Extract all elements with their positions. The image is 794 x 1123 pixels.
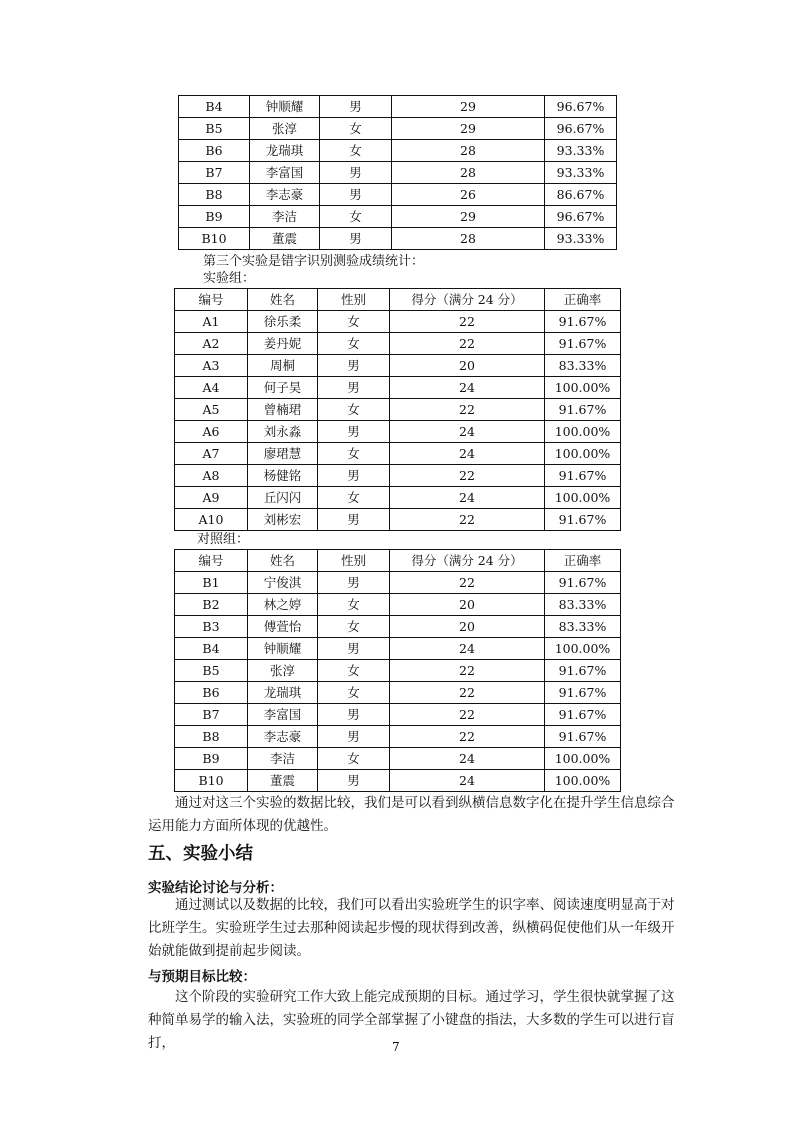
table-cell: 男: [318, 355, 390, 377]
table-cell: 编号: [175, 550, 248, 572]
table-cell: 93.33%: [545, 228, 617, 250]
table-cell: 93.33%: [545, 162, 617, 184]
table-cell: 96.67%: [545, 206, 617, 228]
table-cell: 24: [390, 377, 545, 399]
table-cell: 22: [390, 311, 545, 333]
table-cell: 女: [318, 748, 390, 770]
table-cell: 91.67%: [545, 572, 621, 594]
table-cell: 83.33%: [545, 616, 621, 638]
table-row: [175, 638, 621, 660]
table-cell: A9: [175, 487, 248, 509]
table-cell: 26: [392, 184, 545, 206]
experiment-group-caption: 实验组：: [203, 271, 256, 286]
table-cell: B10: [179, 228, 250, 250]
table-cell: 刘彬宏: [248, 509, 318, 531]
table-cell: 刘永淼: [248, 421, 318, 443]
score-table-continued: [178, 95, 617, 250]
table-cell: 100.00%: [545, 421, 621, 443]
table-cell: 29: [392, 206, 545, 228]
table-cell: 男: [318, 421, 390, 443]
table-row: [175, 333, 621, 355]
table-cell: 91.67%: [545, 311, 621, 333]
table-row: [175, 682, 621, 704]
third-experiment-caption: 第三个实验是错字识别测验成绩统计：: [203, 254, 425, 269]
subsection-conclusion-title: 实验结论讨论与分析：: [148, 880, 283, 896]
table-row: [179, 96, 617, 118]
table-row: [175, 616, 621, 638]
table-cell: 96.67%: [545, 118, 617, 140]
table-cell: 徐乐柔: [248, 311, 318, 333]
table-cell: 董震: [250, 228, 320, 250]
table-cell: 24: [390, 770, 545, 792]
table-cell: 100.00%: [545, 377, 621, 399]
table-cell: 22: [390, 660, 545, 682]
table-cell: 男: [318, 465, 390, 487]
table-cell: 91.67%: [545, 465, 621, 487]
table-cell: 性别: [318, 289, 390, 311]
table-cell: 22: [390, 682, 545, 704]
table-cell: 女: [318, 487, 390, 509]
table-cell: 男: [320, 184, 392, 206]
table-cell: 男: [318, 377, 390, 399]
table-cell: 女: [318, 616, 390, 638]
table-row: [175, 704, 621, 726]
table-cell: 100.00%: [545, 748, 621, 770]
table-cell: B10: [175, 770, 248, 792]
table-row: [179, 228, 617, 250]
table-cell: 91.67%: [545, 333, 621, 355]
table-cell: 女: [318, 594, 390, 616]
table-cell: B6: [175, 682, 248, 704]
table-cell: 100.00%: [545, 487, 621, 509]
table-row: [175, 748, 621, 770]
table-row: [179, 162, 617, 184]
table-cell: 正确率: [545, 289, 621, 311]
table-cell: 何子昊: [248, 377, 318, 399]
table-cell: 女: [318, 443, 390, 465]
table-cell: 83.33%: [545, 594, 621, 616]
table-cell: 22: [390, 704, 545, 726]
table-cell: 傅萱怡: [248, 616, 318, 638]
conclusion-paragraph: 通过测试以及数据的比较，我们可以看出实验班学生的识字率、阅读速度明显高于对比班学生。实验班学生过去那种阅读起步慢的现状得到改善，纵横码促使他们从一年级开始就能做到提前起步阅读。: [148, 897, 675, 959]
table-cell: 20: [390, 355, 545, 377]
table-row: [175, 465, 621, 487]
table-row: [175, 377, 621, 399]
table-cell: 钟顺耀: [248, 638, 318, 660]
table-cell: 100.00%: [545, 770, 621, 792]
table-cell: 曾楠珺: [248, 399, 318, 421]
table-cell: 28: [392, 228, 545, 250]
table-cell: 男: [318, 638, 390, 660]
table-cell: 龙瑞琪: [250, 140, 320, 162]
table-cell: 女: [318, 333, 390, 355]
table-cell: 91.67%: [545, 660, 621, 682]
table-cell: B4: [179, 96, 250, 118]
table-cell: 周桐: [248, 355, 318, 377]
table-cell: 22: [390, 509, 545, 531]
table-cell: 86.67%: [545, 184, 617, 206]
table-row: [175, 311, 621, 333]
table-row: [175, 443, 621, 465]
table-cell: 22: [390, 399, 545, 421]
page-number: 7: [392, 1040, 400, 1054]
table-cell: 李洁: [248, 748, 318, 770]
table-cell: A7: [175, 443, 248, 465]
table-cell: 22: [390, 333, 545, 355]
table-cell: 83.33%: [545, 355, 621, 377]
table-cell: 得分（满分 24 分）: [390, 550, 545, 572]
table-row: [175, 509, 621, 531]
table-cell: 24: [390, 638, 545, 660]
table-cell: 96.67%: [545, 96, 617, 118]
table-cell: B7: [179, 162, 250, 184]
table-row: [175, 594, 621, 616]
table-row: [179, 184, 617, 206]
table-cell: 李志豪: [250, 184, 320, 206]
table-cell: 李志豪: [248, 726, 318, 748]
table-cell: 20: [390, 594, 545, 616]
table-cell: B3: [175, 616, 248, 638]
table-cell: A4: [175, 377, 248, 399]
table-cell: 28: [392, 162, 545, 184]
subsection-goal-title: 与预期目标比较：: [148, 969, 256, 985]
table-row: [175, 399, 621, 421]
table-row: [175, 421, 621, 443]
table-row: [179, 140, 617, 162]
table-cell: 男: [318, 726, 390, 748]
table-cell: 22: [390, 465, 545, 487]
table-row: [179, 118, 617, 140]
table-cell: B2: [175, 594, 248, 616]
table-row: [175, 572, 621, 594]
table-cell: 李富国: [250, 162, 320, 184]
goal-paragraph: 这个阶段的实验研究工作大致上能完成预期的目标。通过学习，学生很快就掌握了这种简单易学的输入法，实验班的同学全部掌握了小键盘的指法，大多数的学生可以进行盲打，: [148, 989, 675, 1051]
table-cell: 100.00%: [545, 443, 621, 465]
table-cell: B4: [175, 638, 248, 660]
table-cell: 杨健铭: [248, 465, 318, 487]
table-cell: 性别: [318, 550, 390, 572]
table-cell: B9: [175, 748, 248, 770]
table-row: [175, 770, 621, 792]
table-cell: 张淳: [250, 118, 320, 140]
table-cell: 91.67%: [545, 509, 621, 531]
table-cell: 20: [390, 616, 545, 638]
table-cell: B5: [179, 118, 250, 140]
table-cell: 男: [318, 704, 390, 726]
table-cell: B9: [179, 206, 250, 228]
control-group-table: [174, 549, 621, 792]
table-cell: 24: [390, 748, 545, 770]
table-cell: 100.00%: [545, 638, 621, 660]
table-cell: 女: [320, 140, 392, 162]
table-cell: 24: [390, 487, 545, 509]
table-row: [179, 206, 617, 228]
table-cell: 22: [390, 726, 545, 748]
table-cell: 男: [320, 96, 392, 118]
table-cell: 男: [318, 509, 390, 531]
table-cell: A6: [175, 421, 248, 443]
table-cell: A8: [175, 465, 248, 487]
table-header-row: [175, 550, 621, 572]
table-cell: 24: [390, 443, 545, 465]
table-cell: A3: [175, 355, 248, 377]
table-cell: 29: [392, 96, 545, 118]
control-group-caption: 对照组：: [197, 532, 250, 547]
table-cell: 91.67%: [545, 682, 621, 704]
table-cell: B8: [179, 184, 250, 206]
table-cell: 女: [318, 682, 390, 704]
table-cell: 女: [320, 118, 392, 140]
table-cell: 女: [320, 206, 392, 228]
table-cell: 董震: [248, 770, 318, 792]
table-cell: 编号: [175, 289, 248, 311]
table-cell: 29: [392, 118, 545, 140]
table-cell: B7: [175, 704, 248, 726]
table-cell: A1: [175, 311, 248, 333]
table-cell: 93.33%: [545, 140, 617, 162]
table-cell: 钟顺耀: [250, 96, 320, 118]
table-cell: B8: [175, 726, 248, 748]
table-cell: 男: [318, 572, 390, 594]
table-cell: 廖珺慧: [248, 443, 318, 465]
table-cell: 28: [392, 140, 545, 162]
experiment-group-table: [174, 288, 621, 531]
table-cell: 姜丹妮: [248, 333, 318, 355]
table-cell: 得分（满分 24 分）: [390, 289, 545, 311]
comparison-paragraph: 通过对这三个实验的数据比较，我们是可以看到纵横信息数字化在提升学生信息综合运用能力方面所体现的优越性。: [148, 795, 675, 834]
table-cell: A2: [175, 333, 248, 355]
table-cell: B1: [175, 572, 248, 594]
table-cell: 林之婷: [248, 594, 318, 616]
table-cell: 男: [318, 770, 390, 792]
table-cell: 姓名: [248, 289, 318, 311]
table-cell: A5: [175, 399, 248, 421]
section-title: 五、实验小结: [148, 844, 253, 864]
table-cell: B5: [175, 660, 248, 682]
table-cell: 男: [320, 228, 392, 250]
table-header-row: [175, 289, 621, 311]
table-cell: 丘闪闪: [248, 487, 318, 509]
table-cell: 91.67%: [545, 399, 621, 421]
table-cell: A10: [175, 509, 248, 531]
table-cell: 张淳: [248, 660, 318, 682]
table-row: [175, 355, 621, 377]
table-cell: B6: [179, 140, 250, 162]
table-cell: 宁俊淇: [248, 572, 318, 594]
table-cell: 91.67%: [545, 704, 621, 726]
table-cell: 女: [318, 660, 390, 682]
table-cell: 李富国: [248, 704, 318, 726]
table-cell: 李洁: [250, 206, 320, 228]
table-cell: 91.67%: [545, 726, 621, 748]
table-cell: 女: [318, 311, 390, 333]
table-cell: 男: [320, 162, 392, 184]
table-row: [175, 660, 621, 682]
table-cell: 龙瑞琪: [248, 682, 318, 704]
table-row: [175, 726, 621, 748]
table-cell: 女: [318, 399, 390, 421]
table-cell: 姓名: [248, 550, 318, 572]
table-row: [175, 487, 621, 509]
table-cell: 22: [390, 572, 545, 594]
table-cell: 正确率: [545, 550, 621, 572]
table-cell: 24: [390, 421, 545, 443]
